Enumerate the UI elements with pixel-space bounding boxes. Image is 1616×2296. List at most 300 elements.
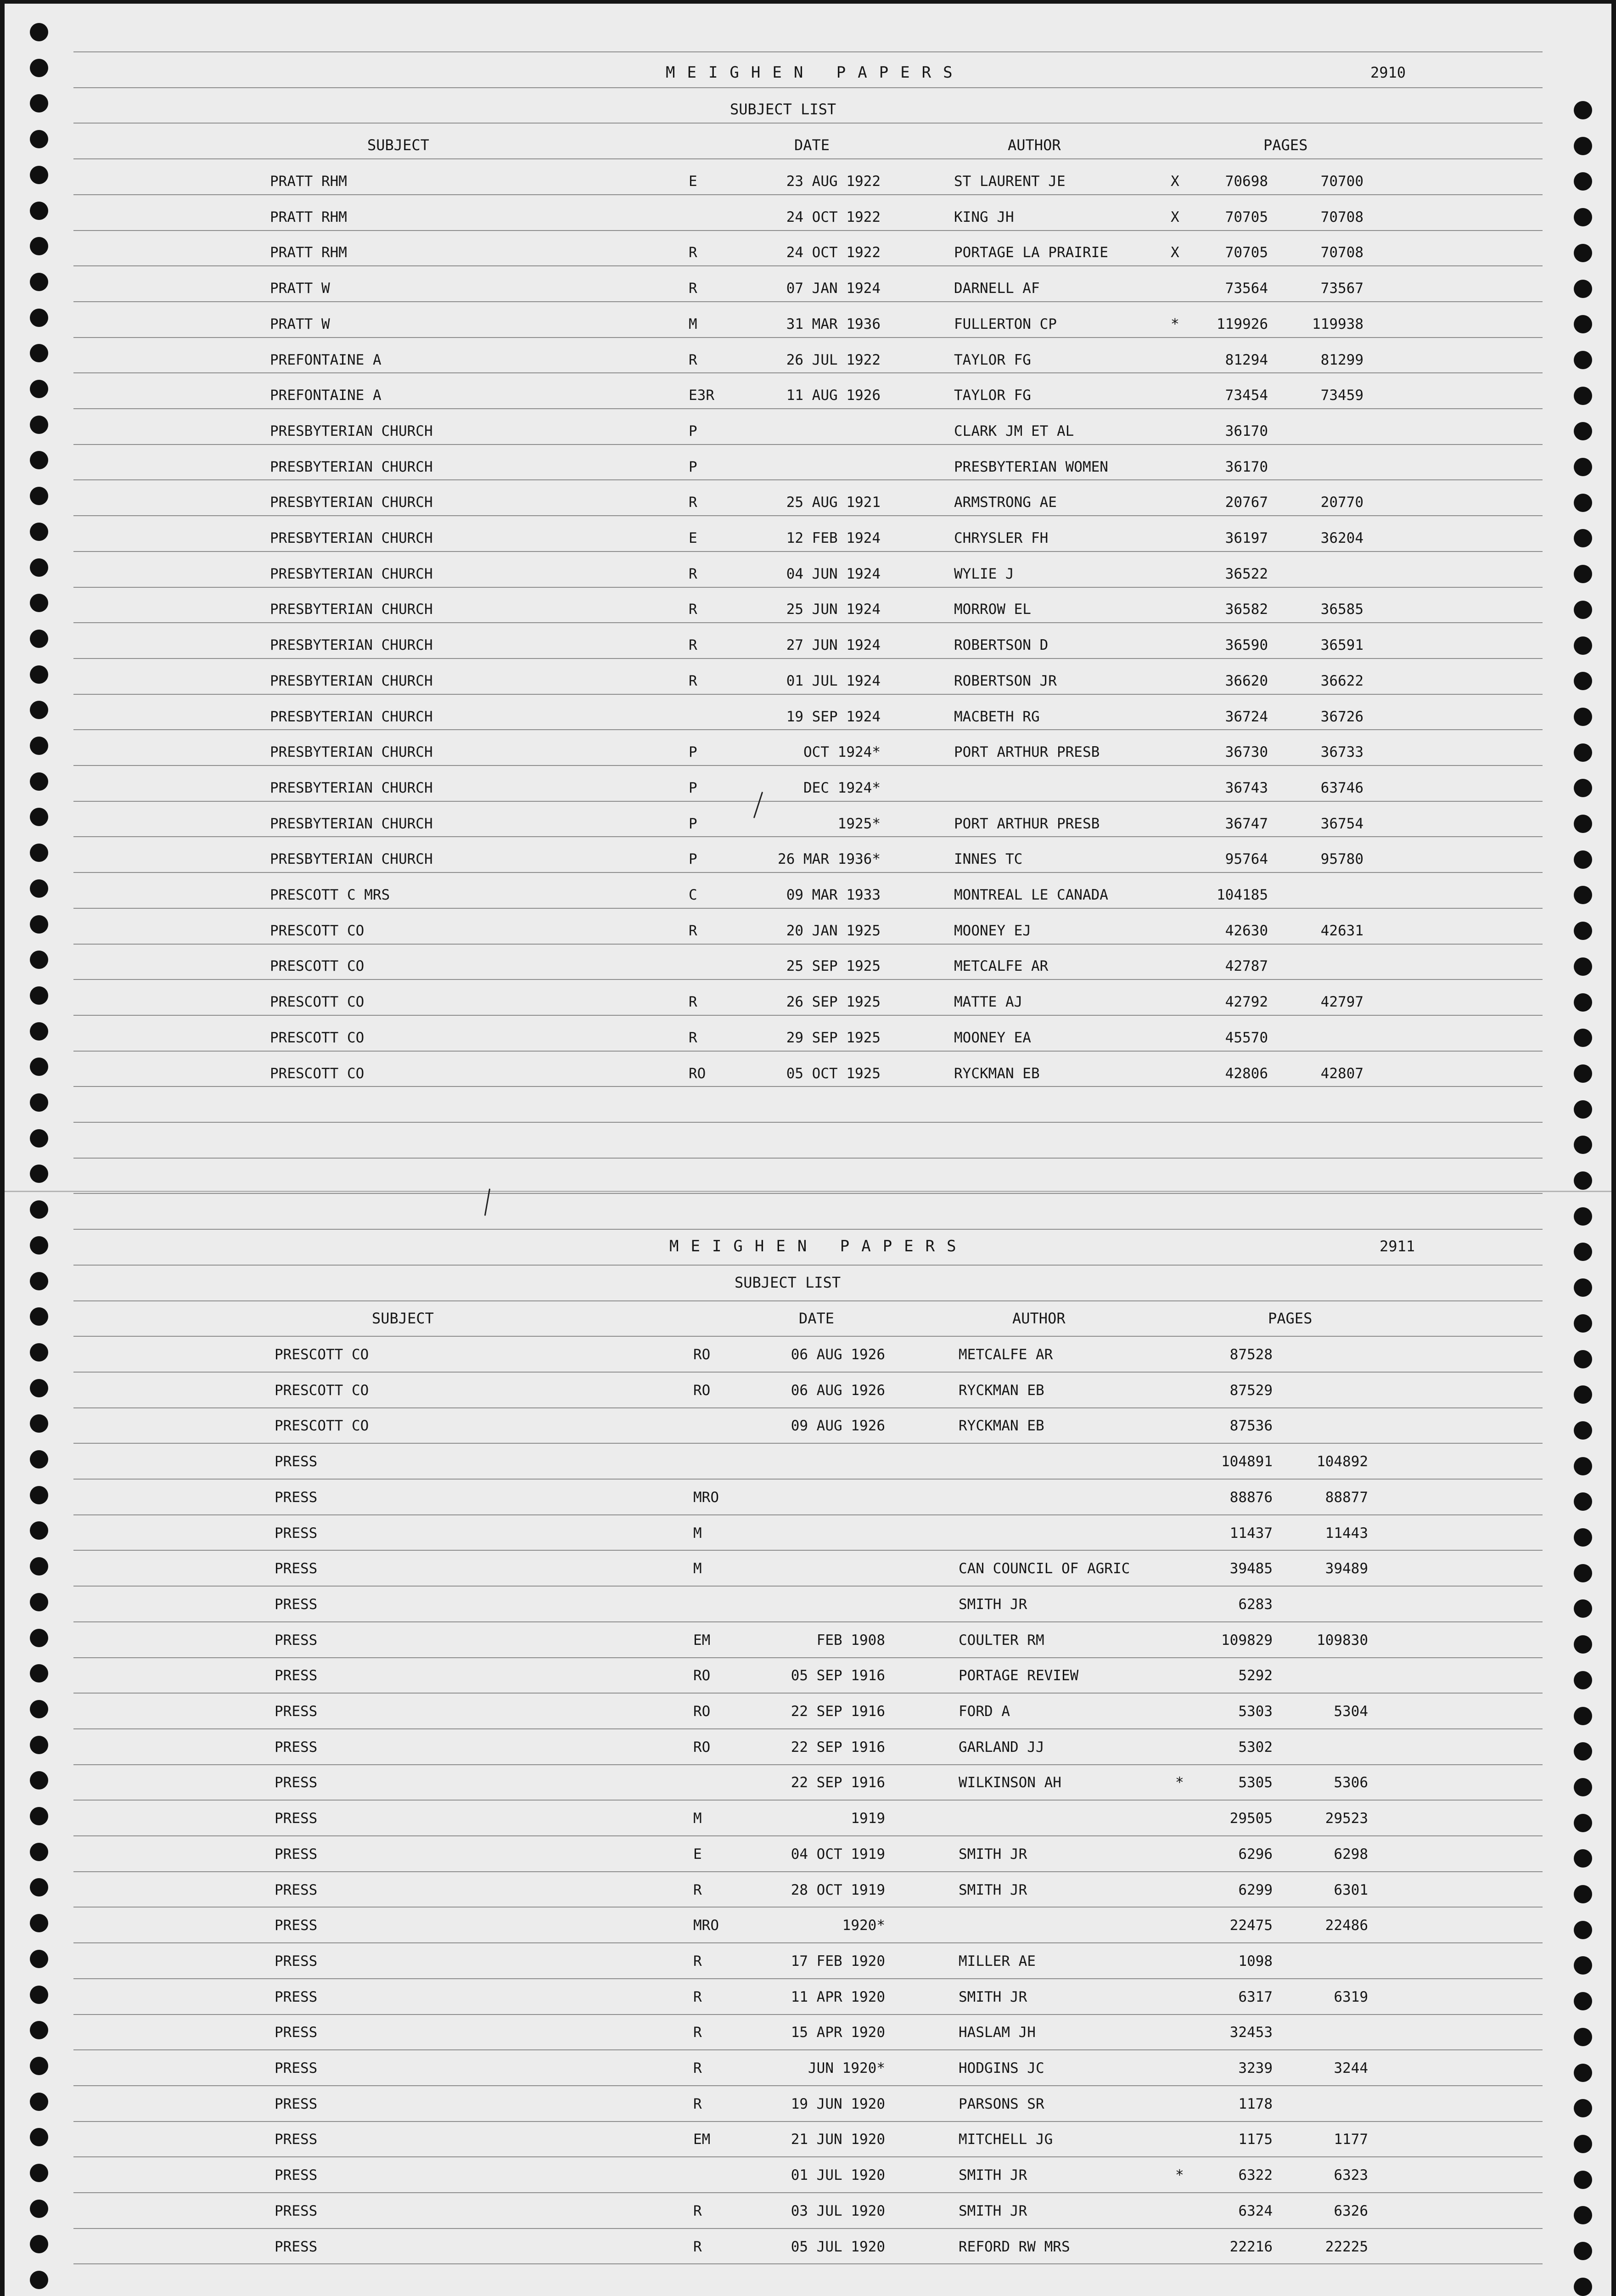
sprocket-hole bbox=[1574, 1314, 1592, 1333]
sprocket-hole bbox=[1574, 494, 1592, 512]
row-date: 25 SEP 1925 bbox=[786, 958, 881, 975]
ruled-line bbox=[73, 2121, 1543, 2122]
sprocket-hole bbox=[30, 309, 48, 327]
row-page-from: 36590 bbox=[1225, 637, 1268, 654]
sprocket-hole bbox=[1574, 1492, 1592, 1511]
sprocket-hole bbox=[30, 879, 48, 898]
ruled-line bbox=[73, 1158, 1543, 1159]
row-page-to: 42797 bbox=[1320, 994, 1364, 1011]
sprocket-hole bbox=[1574, 743, 1592, 762]
row-mark: * bbox=[1175, 2167, 1184, 2184]
sprocket-hole bbox=[30, 2271, 48, 2289]
row-code: E bbox=[689, 173, 697, 190]
ruled-line bbox=[73, 1122, 1543, 1123]
row-page-from: 36747 bbox=[1225, 815, 1268, 832]
row-code: EM bbox=[693, 1632, 711, 1649]
row-author: MATTE AJ bbox=[954, 994, 1023, 1011]
sprocket-hole bbox=[30, 808, 48, 826]
ruled-line bbox=[73, 1514, 1543, 1515]
row-subject: PRESS bbox=[275, 1917, 318, 1934]
row-page-to: 11443 bbox=[1325, 1525, 1368, 1542]
row-author: METCALFE AR bbox=[959, 1346, 1053, 1363]
row-page-from: 22216 bbox=[1229, 2238, 1273, 2255]
row-page-from: 1178 bbox=[1238, 2095, 1273, 2112]
sprocket-hole bbox=[30, 1093, 48, 1112]
row-date: JUN 1920* bbox=[808, 2060, 885, 2077]
row-author: MONTREAL LE CANADA bbox=[954, 887, 1108, 903]
sprocket-hole bbox=[1574, 1385, 1592, 1404]
sprocket-hole bbox=[30, 1272, 48, 1290]
ruled-line bbox=[73, 1086, 1543, 1087]
row-author: CAN COUNCIL OF AGRIC bbox=[959, 1560, 1130, 1577]
sprocket-hole bbox=[30, 558, 48, 577]
row-page-from: 11437 bbox=[1229, 1525, 1273, 1542]
ruled-line bbox=[73, 1800, 1543, 1801]
row-subject: PRATT RHM bbox=[270, 173, 347, 190]
row-date: 05 SEP 1916 bbox=[791, 1667, 885, 1684]
row-page-to: 1177 bbox=[1334, 2131, 1368, 2148]
row-date: 17 FEB 1920 bbox=[791, 1953, 885, 1970]
row-author: COULTER RM bbox=[959, 1632, 1044, 1649]
sprocket-hole bbox=[1574, 850, 1592, 869]
ruled-line bbox=[73, 1229, 1543, 1230]
row-code: P bbox=[689, 851, 697, 868]
row-author: REFORD RW MRS bbox=[959, 2238, 1070, 2255]
sprocket-hole bbox=[1574, 1885, 1592, 1903]
sprocket-hole bbox=[30, 915, 48, 934]
ruled-line bbox=[73, 265, 1543, 266]
report-title: MEIGHEN PAPERS bbox=[666, 63, 965, 82]
row-date: 19 SEP 1924 bbox=[786, 708, 881, 725]
sprocket-hole bbox=[30, 94, 48, 113]
sprocket-hole bbox=[1574, 1350, 1592, 1368]
ruled-line bbox=[73, 372, 1543, 373]
row-date: 06 AUG 1926 bbox=[791, 1346, 885, 1363]
row-subject: PRESS bbox=[275, 2024, 318, 2041]
row-code: R bbox=[689, 351, 697, 368]
row-subject: PRESS bbox=[275, 1560, 318, 1577]
row-subject: PRESS bbox=[275, 1632, 318, 1649]
sprocket-hole bbox=[1574, 315, 1592, 333]
row-page-to: 36591 bbox=[1320, 637, 1364, 654]
sprocket-hole bbox=[1574, 208, 1592, 226]
row-page-to: 36754 bbox=[1320, 815, 1364, 832]
row-subject: PRESCOTT CO bbox=[275, 1382, 369, 1399]
sprocket-hole bbox=[30, 1022, 48, 1041]
ruled-line bbox=[73, 1443, 1543, 1444]
sprocket-hole bbox=[1574, 2206, 1592, 2224]
page-number: 2910 bbox=[1370, 64, 1406, 81]
ruled-line bbox=[73, 1407, 1543, 1408]
sprocket-hole bbox=[30, 1878, 48, 1896]
row-author: FORD A bbox=[959, 1703, 1010, 1720]
row-date: 01 JUL 1920 bbox=[791, 2167, 885, 2184]
sprocket-hole bbox=[1574, 636, 1592, 655]
sprocket-hole bbox=[1574, 779, 1592, 797]
ruled-line bbox=[73, 1978, 1543, 1979]
row-page-to: 36204 bbox=[1320, 530, 1364, 546]
row-date: 01 JUL 1924 bbox=[786, 672, 881, 689]
sprocket-hole bbox=[1574, 2135, 1592, 2153]
row-page-from: 5292 bbox=[1238, 1667, 1273, 1684]
row-subject: PRESS bbox=[275, 2202, 318, 2219]
row-mark: X bbox=[1171, 173, 1179, 190]
row-page-from: 29505 bbox=[1229, 1810, 1273, 1827]
row-page-to: 6298 bbox=[1334, 1846, 1368, 1863]
row-author: ROBERTSON JR bbox=[954, 672, 1057, 689]
sprocket-hole bbox=[30, 1771, 48, 1790]
ruled-line bbox=[73, 230, 1543, 231]
row-subject: PRESBYTERIAN CHURCH bbox=[270, 708, 433, 725]
row-subject: PRATT W bbox=[270, 315, 330, 332]
row-page-from: 73564 bbox=[1225, 280, 1268, 297]
ruled-line bbox=[73, 2228, 1543, 2229]
sprocket-hole bbox=[1574, 922, 1592, 940]
row-author: METCALFE AR bbox=[954, 958, 1049, 975]
row-code: R bbox=[693, 2202, 702, 2219]
row-date: 23 AUG 1922 bbox=[786, 173, 881, 190]
sprocket-hole bbox=[1574, 458, 1592, 476]
row-page-from: 39485 bbox=[1229, 1560, 1273, 1577]
row-page-from: 70705 bbox=[1225, 208, 1268, 225]
row-page-to: 36622 bbox=[1320, 672, 1364, 689]
row-author: WYLIE J bbox=[954, 565, 1014, 582]
sprocket-hole bbox=[30, 237, 48, 255]
ruled-line bbox=[73, 515, 1543, 516]
row-page-from: 6296 bbox=[1238, 1846, 1273, 1863]
ruled-line bbox=[73, 1693, 1543, 1694]
ruled-line bbox=[73, 587, 1543, 588]
row-code: E3R bbox=[689, 387, 714, 404]
row-author: MORROW EL bbox=[954, 601, 1031, 618]
row-subject: PRESBYTERIAN CHURCH bbox=[270, 565, 433, 582]
ruled-line bbox=[73, 622, 1543, 623]
row-author: SMITH JR bbox=[959, 1846, 1027, 1863]
row-date: 22 SEP 1916 bbox=[791, 1703, 885, 1720]
row-subject: PRESS bbox=[275, 2095, 318, 2112]
ruled-line bbox=[73, 2263, 1543, 2264]
sprocket-hole bbox=[30, 2021, 48, 2039]
sprocket-hole bbox=[1574, 1100, 1592, 1119]
row-subject: PRESCOTT CO bbox=[270, 1029, 365, 1046]
sprocket-hole bbox=[30, 487, 48, 505]
sprocket-hole bbox=[30, 1914, 48, 1932]
ruled-line bbox=[73, 979, 1543, 980]
row-subject: PRESS bbox=[275, 1846, 318, 1863]
row-page-from: 95764 bbox=[1225, 851, 1268, 868]
row-page-to: 119938 bbox=[1312, 315, 1364, 332]
sprocket-hole bbox=[1574, 1599, 1592, 1618]
row-subject: PRESBYTERIAN CHURCH bbox=[270, 779, 433, 796]
row-subject: PRESS bbox=[275, 1703, 318, 1720]
row-date: 04 OCT 1919 bbox=[791, 1846, 885, 1863]
column-header-author: AUTHOR bbox=[1012, 1310, 1066, 1327]
row-date: 31 MAR 1936 bbox=[786, 315, 881, 332]
row-page-from: 36743 bbox=[1225, 779, 1268, 796]
sprocket-hole bbox=[1574, 244, 1592, 262]
row-page-to: 95780 bbox=[1320, 851, 1364, 868]
ruled-line bbox=[73, 1265, 1543, 1266]
ruled-line bbox=[73, 1621, 1543, 1622]
row-code: E bbox=[689, 530, 697, 546]
row-page-from: 20767 bbox=[1225, 494, 1268, 511]
row-code: P bbox=[689, 422, 697, 439]
row-author: WILKINSON AH bbox=[959, 1774, 1061, 1791]
row-code: R bbox=[693, 1881, 702, 1898]
row-author: CLARK JM ET AL bbox=[954, 422, 1074, 439]
sprocket-hole bbox=[1574, 957, 1592, 976]
row-page-from: 104185 bbox=[1217, 887, 1268, 903]
sprocket-hole bbox=[30, 2128, 48, 2146]
sprocket-hole bbox=[1574, 1707, 1592, 1725]
row-subject: PRESS bbox=[275, 1988, 318, 2005]
sprocket-hole bbox=[30, 1129, 48, 1148]
ruled-line bbox=[73, 337, 1543, 338]
row-author: PORTAGE LA PRAIRIE bbox=[954, 244, 1108, 261]
right-tractor-strip bbox=[1543, 4, 1611, 2296]
sprocket-hole bbox=[1574, 815, 1592, 833]
row-date: 28 OCT 1919 bbox=[791, 1881, 885, 1898]
row-date: 26 MAR 1936* bbox=[778, 851, 881, 868]
row-date: 11 APR 1920 bbox=[791, 1988, 885, 2005]
sprocket-hole bbox=[1574, 1992, 1592, 2010]
row-code: R bbox=[693, 2238, 702, 2255]
row-code: P bbox=[689, 458, 697, 475]
ruled-line bbox=[73, 1372, 1543, 1373]
sprocket-hole bbox=[1574, 529, 1592, 547]
row-code: M bbox=[693, 1560, 702, 1577]
row-code: M bbox=[693, 1525, 702, 1542]
sprocket-hole bbox=[1574, 993, 1592, 1012]
row-page-from: 45570 bbox=[1225, 1029, 1268, 1046]
row-subject: PRESS bbox=[275, 1881, 318, 1898]
row-subject: PRESBYTERIAN CHURCH bbox=[270, 494, 433, 511]
row-author: RYCKMAN EB bbox=[954, 1065, 1040, 1082]
pencil-mark bbox=[484, 1188, 490, 1216]
row-code: R bbox=[689, 637, 697, 654]
sprocket-hole bbox=[30, 1058, 48, 1076]
ruled-line bbox=[73, 1015, 1543, 1016]
row-page-to: 39489 bbox=[1325, 1560, 1368, 1577]
row-author: SMITH JR bbox=[959, 2167, 1027, 2184]
column-header-pages: PAGES bbox=[1263, 136, 1308, 154]
row-page-to: 6301 bbox=[1334, 1881, 1368, 1898]
sprocket-hole bbox=[30, 1343, 48, 1362]
sprocket-hole bbox=[1574, 1814, 1592, 1832]
row-subject: PRESCOTT CO bbox=[270, 1065, 365, 1082]
row-author: MOONEY EJ bbox=[954, 922, 1031, 939]
row-date: 15 APR 1920 bbox=[791, 2024, 885, 2041]
row-page-to: 22486 bbox=[1325, 1917, 1368, 1934]
sprocket-hole bbox=[30, 2235, 48, 2253]
sprocket-hole bbox=[1574, 387, 1592, 405]
sprocket-hole bbox=[30, 23, 48, 41]
row-code: E bbox=[693, 1846, 702, 1863]
row-code: RO bbox=[693, 1346, 711, 1363]
column-header-subject: SUBJECT bbox=[367, 136, 429, 154]
row-subject: PRESBYTERIAN CHURCH bbox=[270, 672, 433, 689]
row-author: INNES TC bbox=[954, 851, 1023, 868]
row-page-to: 3244 bbox=[1334, 2060, 1368, 2077]
row-page-to: 36585 bbox=[1320, 601, 1364, 618]
row-page-from: 119926 bbox=[1217, 315, 1268, 332]
sprocket-hole bbox=[1574, 2171, 1592, 2189]
sprocket-hole bbox=[1574, 1243, 1592, 1261]
row-author: MILLER AE bbox=[959, 1953, 1036, 1970]
row-page-to: 6323 bbox=[1334, 2167, 1368, 2184]
row-date: FEB 1908 bbox=[816, 1632, 885, 1649]
ruled-line bbox=[73, 1835, 1543, 1836]
sprocket-hole bbox=[30, 416, 48, 434]
row-author: DARNELL AF bbox=[954, 280, 1040, 297]
sprocket-hole bbox=[1574, 2278, 1592, 2296]
row-author: HODGINS JC bbox=[959, 2060, 1044, 2077]
sprocket-hole bbox=[1574, 1064, 1592, 1083]
sprocket-hole bbox=[1574, 1421, 1592, 1440]
row-page-from: 42630 bbox=[1225, 922, 1268, 939]
sprocket-hole bbox=[1574, 2099, 1592, 2117]
ruled-line bbox=[73, 1728, 1543, 1729]
row-page-from: 5303 bbox=[1238, 1703, 1273, 1720]
sprocket-hole bbox=[30, 273, 48, 291]
row-author: ROBERTSON D bbox=[954, 637, 1049, 654]
row-page-to: 70700 bbox=[1320, 173, 1364, 190]
sprocket-hole bbox=[30, 130, 48, 148]
page-number: 2911 bbox=[1380, 1238, 1415, 1255]
sprocket-hole bbox=[30, 166, 48, 184]
row-mark: X bbox=[1171, 208, 1179, 225]
row-author: TAYLOR FG bbox=[954, 351, 1031, 368]
sprocket-hole bbox=[1574, 422, 1592, 440]
row-date: OCT 1924* bbox=[803, 744, 881, 761]
sprocket-hole bbox=[30, 1557, 48, 1576]
row-page-from: 6322 bbox=[1238, 2167, 1273, 2184]
sprocket-hole bbox=[30, 380, 48, 398]
row-code: R bbox=[689, 565, 697, 582]
sprocket-hole bbox=[30, 844, 48, 862]
row-subject: PRESS bbox=[275, 2060, 318, 2077]
row-code: R bbox=[689, 601, 697, 618]
row-page-from: 36582 bbox=[1225, 601, 1268, 618]
ruled-line bbox=[73, 87, 1543, 88]
ruled-line bbox=[73, 123, 1543, 124]
sprocket-hole bbox=[30, 202, 48, 220]
row-page-to: 70708 bbox=[1320, 244, 1364, 261]
sprocket-hole bbox=[30, 1414, 48, 1433]
row-code: MRO bbox=[693, 1489, 719, 1506]
row-page-from: 36522 bbox=[1225, 565, 1268, 582]
sprocket-hole bbox=[1574, 1564, 1592, 1582]
column-header-date: DATE bbox=[794, 136, 830, 154]
row-code: R bbox=[693, 2024, 702, 2041]
row-date: 03 JUL 1920 bbox=[791, 2202, 885, 2219]
row-page-to: 36726 bbox=[1320, 708, 1364, 725]
row-date: 12 FEB 1924 bbox=[786, 530, 881, 546]
ruled-line bbox=[73, 1764, 1543, 1765]
ruled-line bbox=[73, 908, 1543, 909]
row-page-to: 88877 bbox=[1325, 1489, 1368, 1506]
ruled-line bbox=[73, 765, 1543, 766]
row-date: 22 SEP 1916 bbox=[791, 1739, 885, 1756]
sprocket-hole bbox=[30, 451, 48, 469]
ruled-line bbox=[73, 694, 1543, 695]
row-date: 09 AUG 1926 bbox=[791, 1418, 885, 1435]
sprocket-hole bbox=[30, 1236, 48, 1255]
row-page-to: 42631 bbox=[1320, 922, 1364, 939]
sprocket-hole bbox=[30, 1736, 48, 1754]
row-subject: PRESS bbox=[275, 1953, 318, 1970]
ruled-line bbox=[73, 944, 1543, 945]
sprocket-hole bbox=[30, 1450, 48, 1469]
sprocket-hole bbox=[30, 630, 48, 648]
row-code: P bbox=[689, 744, 697, 761]
sprocket-hole bbox=[1574, 1171, 1592, 1190]
row-date: 11 AUG 1926 bbox=[786, 387, 881, 404]
row-page-to: 5306 bbox=[1334, 1774, 1368, 1791]
sprocket-hole bbox=[1574, 2028, 1592, 2046]
row-date: 04 JUN 1924 bbox=[786, 565, 881, 582]
row-date: 07 JAN 1924 bbox=[786, 280, 881, 297]
sprocket-hole bbox=[1574, 280, 1592, 298]
sprocket-hole bbox=[1574, 601, 1592, 619]
ruled-line bbox=[73, 1479, 1543, 1480]
list-title: SUBJECT LIST bbox=[730, 101, 836, 118]
row-page-from: 87528 bbox=[1229, 1346, 1273, 1363]
ruled-line bbox=[73, 658, 1543, 659]
row-author: PORTAGE REVIEW bbox=[959, 1667, 1079, 1684]
row-code: C bbox=[689, 887, 697, 903]
row-subject: PRESS bbox=[275, 1525, 318, 1542]
row-author: PRESBYTERIAN WOMEN bbox=[954, 458, 1108, 475]
ruled-line bbox=[73, 2085, 1543, 2086]
row-mark: * bbox=[1175, 1774, 1184, 1791]
row-subject: PRESS bbox=[275, 1453, 318, 1470]
row-date: 21 JUN 1920 bbox=[791, 2131, 885, 2148]
sprocket-hole bbox=[1574, 1278, 1592, 1297]
row-author: TAYLOR FG bbox=[954, 387, 1031, 404]
row-author: MITCHELL JG bbox=[959, 2131, 1053, 2148]
row-code: P bbox=[689, 779, 697, 796]
sprocket-hole bbox=[30, 1700, 48, 1718]
ruled-line bbox=[73, 194, 1543, 195]
row-date: 06 AUG 1926 bbox=[791, 1382, 885, 1399]
row-subject: PRESS bbox=[275, 1810, 318, 1827]
ruled-line bbox=[73, 551, 1543, 552]
sprocket-hole bbox=[1574, 1457, 1592, 1475]
sprocket-hole bbox=[30, 1521, 48, 1540]
row-page-to: 42807 bbox=[1320, 1065, 1364, 1082]
sprocket-hole bbox=[30, 665, 48, 684]
row-page-from: 22475 bbox=[1229, 1917, 1273, 1934]
row-page-to: 104892 bbox=[1317, 1453, 1368, 1470]
row-code: R bbox=[693, 2060, 702, 2077]
row-page-from: 36724 bbox=[1225, 708, 1268, 725]
row-author: ARMSTRONG AE bbox=[954, 494, 1057, 511]
sprocket-hole bbox=[1574, 1921, 1592, 1939]
row-author: FULLERTON CP bbox=[954, 315, 1057, 332]
row-code: R bbox=[689, 494, 697, 511]
ruled-line bbox=[73, 2049, 1543, 2050]
row-page-from: 6317 bbox=[1238, 1988, 1273, 2005]
row-page-from: 36620 bbox=[1225, 672, 1268, 689]
row-date: 22 SEP 1916 bbox=[791, 1774, 885, 1791]
row-subject: PRESS bbox=[275, 1739, 318, 1756]
sprocket-hole bbox=[30, 2057, 48, 2075]
row-author: MACBETH RG bbox=[954, 708, 1040, 725]
sprocket-hole bbox=[30, 772, 48, 791]
sprocket-hole bbox=[30, 986, 48, 1005]
sprocket-hole bbox=[1574, 1778, 1592, 1796]
